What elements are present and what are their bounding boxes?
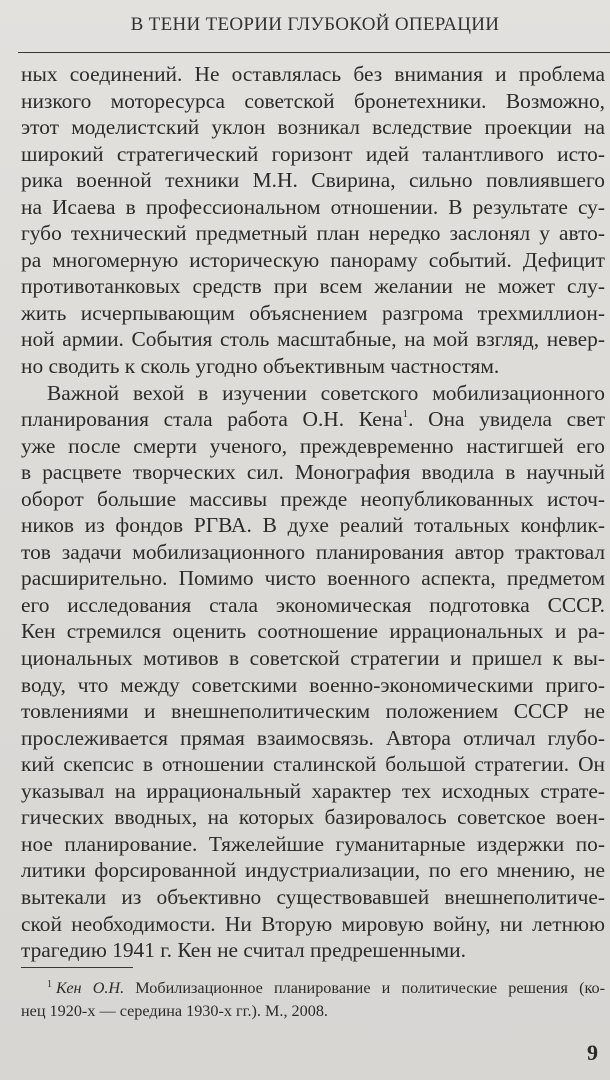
paragraph-2-line-with-footnote-ref xyxy=(21,406,605,433)
paragraph-2-line: тов задачи мобилизационного планирования автор трактовал xyxy=(21,539,605,564)
paragraph-2-first-line: Важной вехой в изучении советского мобилизационного xyxy=(47,380,605,405)
paragraph-2-line: гических вводных, на которых базировалось советское воен- xyxy=(21,805,605,830)
footnote-reference[interactable]: 1 xyxy=(402,408,409,421)
paragraph-1-line: широкий стратегический горизонт идей талантливого исто- xyxy=(21,141,605,166)
paragraph-1-line: ных соединений. Не оставлялась без внимания и проблема xyxy=(21,62,605,86)
paragraph-2-line: указывал на иррациональный характер тех исходных страте- xyxy=(21,778,605,803)
paragraph-1-line: рика военной техники М.Н. Свирина, сильно повлиявшего xyxy=(21,168,605,193)
page-number: 9 xyxy=(587,1040,598,1065)
footnote-author: Кен О.Н. xyxy=(56,979,125,997)
paragraph-2-line: его исследования стала экономическая подготовка СССР. xyxy=(21,592,605,617)
paragraph-1-line: но сводить к сколь угодно объективным частностям. xyxy=(21,354,500,379)
footnote xyxy=(21,977,605,1023)
footnote-line: нец 1920-х — середина 1930-х гг.). М., 2008. xyxy=(21,1002,328,1020)
paragraph-1-line: этот моделистский уклон возникал вследствие проекции на xyxy=(21,115,605,140)
paragraph-1-line: жить исчерпывающим объяснением разгрома трехмиллион- xyxy=(21,300,605,325)
paragraph-2-line: кий скепсис в отношении сталинской большой стратегии. Он xyxy=(21,752,605,777)
paragraph-2-line: расширительно. Помимо чисто военного аспекта, предметом xyxy=(21,566,605,591)
footnote-rule xyxy=(21,967,133,968)
footnote-mark: 1 xyxy=(47,979,52,990)
paragraph-2-line: литики форсированной индустриализации, по его мнению, не xyxy=(21,858,605,883)
paragraph-2-line: воду, что между советскими военно-экономическими приго- xyxy=(21,672,605,697)
paragraph-2-line: в расцвете творческих сил. Монография вводила в научный xyxy=(21,460,605,485)
paragraph-2-line: Кен стремился оценить соотношение иррациональных и ра- xyxy=(21,619,605,644)
paragraph-1-line: низкого моторесурса советской бронетехники. Возможно, xyxy=(21,88,605,113)
paragraph-2-line: прослеживается прямая взаимосвязь. Автора отличал глубо- xyxy=(21,725,605,750)
body-text xyxy=(21,61,605,964)
paragraph-2-line-text: планирования стала работа О.Н. Кена xyxy=(21,407,403,432)
paragraph-2-line-text: . Она увидела свет xyxy=(408,407,605,432)
paragraph-2-line: циональных мотивов в советской стратегии и пришел к вы- xyxy=(21,646,605,671)
paragraph-1-line: губо технический предметный план нередко заслонял у авто- xyxy=(21,221,605,246)
paragraph-1-line: ра многомерную историческую панораму событий. Дефицит xyxy=(21,247,605,272)
running-head: В ТЕНИ ТЕОРИИ ГЛУБОКОЙ ОПЕРАЦИИ xyxy=(130,14,500,35)
header-rule xyxy=(18,52,610,53)
paragraph-2-line: оборот большие массивы прежде неопубликованных источ- xyxy=(21,486,605,511)
paragraph-1-line: ной армии. События столь масштабные, на мой взгляд, невер- xyxy=(21,327,605,352)
footnote-line xyxy=(21,977,605,1000)
paragraph-1-line: противотанковых средств при всем желании не может слу- xyxy=(21,274,605,299)
paragraph-1-line: на Исаева в профессиональном отношении. В результате су- xyxy=(21,194,605,219)
paragraph-2-line: трагедию 1941 г. Кен не считал предрешенными. xyxy=(21,938,466,963)
paragraph-2-line: товлениями и внешнеполитическим положением СССР не xyxy=(21,699,605,724)
paragraph-2-line: ное планирование. Тяжелейшие гуманитарные издержки по- xyxy=(21,831,605,856)
paragraph-2-line: вытекали из объективно существовавшей внешнеполитиче- xyxy=(21,884,605,909)
paragraph-2-line: ников из фондов РГВА. В духе реалий тотальных конфлик- xyxy=(21,513,605,538)
footnote-text: Мобилизационное планирование и политические решения (ко- xyxy=(124,979,605,997)
paragraph-2-line: ской необходимости. Ни Вторую мировую войну, ни летнюю xyxy=(21,911,605,936)
paragraph-2-line: уже после смерти ученого, преждевременно настигшей его xyxy=(21,433,605,458)
